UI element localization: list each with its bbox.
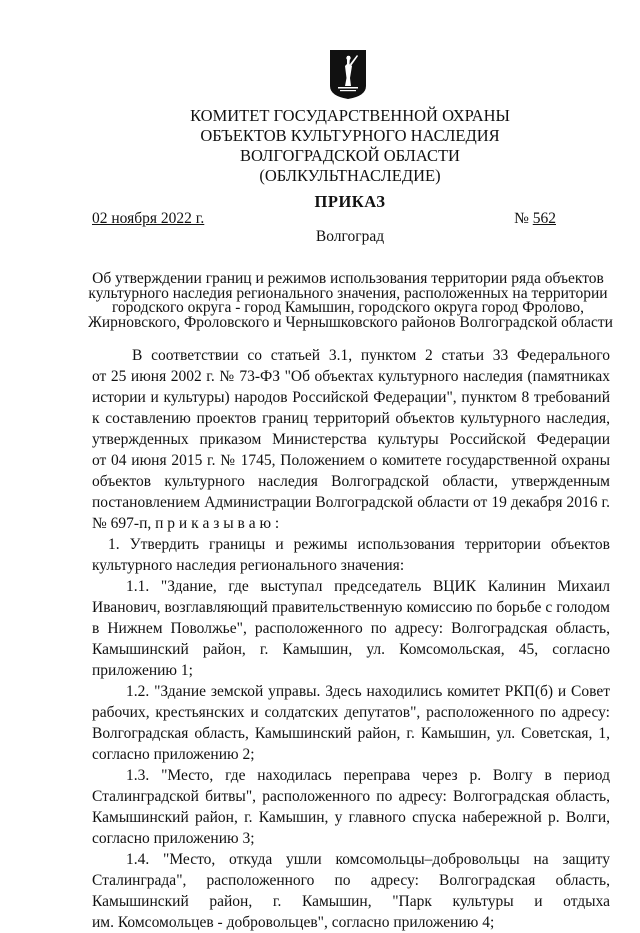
document-body [92,345,610,933]
body-line: им. Комсомольцев - добровольцев", согласно приложению 4; [92,914,495,931]
body-line: Волгоградская область, Камышинский район, г. Камышин, ул. Советская, 1, [92,725,610,742]
org-line: ОБЪЕКТОВ КУЛЬТУРНОГО НАСЛЕДИЯ [200,126,500,145]
body-line: В соответствии со статьей 3.1, пунктом 2 статьи 33 Федерального [132,347,610,364]
body-line: от 25 июня 2002 г. № 73-ФЗ "Об объектах культурного наследия (памятниках [92,368,610,385]
body-line: утвержденных приказом Министерства культуры Российской Федерации [92,431,610,448]
body-line: 1. Утвердить границы и режимы использования территории объектов [108,536,610,553]
subject-line: городского округа - город Камышин, городского округа город Фролово, [111,299,585,316]
body-line: Сталинграда", расположенного по адресу: Волгоградская область, [92,872,610,889]
body-line: 1.3. "Место, где находилась переправа через р. Волгу в период [126,767,610,784]
body-line: приложению 1; [92,662,193,679]
order-subject [88,270,613,331]
body-line: постановлением Администрации Волгоградской области от 19 декабря 2016 г. [92,494,610,511]
body-line: № 697-п, п р и к а з ы в а ю : [92,515,280,532]
body-line: Камышинский район, г. Камышин, у главного спуска набережной р. Волги, [92,809,610,826]
order-number [514,210,556,228]
document-title: ПРИКАЗ [314,192,386,211]
org-line: КОМИТЕТ ГОСУДАРСТВЕННОЙ ОХРАНЫ [190,106,510,125]
subject-line: Об утверждении границ и режимов использования территории ряда объектов [92,270,604,287]
body-line: в Нижнем Поволжье", расположенного по адресу: Волгоградская область, [92,620,610,637]
coat-of-arms-emblem [330,50,366,99]
order-city: Волгоград [315,228,385,245]
body-line: 1.1. "Здание, где выступал председатель ВЦИК Калинин Михаил [126,578,610,595]
body-line: 1.2. "Здание земской управы. Здесь находились комитет РКП(б) и Совет [126,683,610,700]
org-line: (ОБЛКУЛЬТНАСЛЕДИЕ) [259,166,441,185]
body-line: согласно приложению 3; [92,830,255,847]
subject-line: Жирновского, Фроловского и Чернышковского районов Волгоградской области [88,313,613,331]
body-line: истории и культуры) народов Российской Федерации", пунктом 8 требований [92,389,610,406]
body-line: Иванович, возглавляющий правительственную комиссию по борьбе с голодом [92,599,610,616]
body-line: Камышинский район, г. Камышин, "Парк культуры и отдыха [92,893,610,910]
body-line: объектов культурного наследия Волгоградской области, утвержденным [92,473,610,490]
order-number-value: 562 [532,210,556,227]
body-line: культурного наследия регионального значения: [92,557,405,574]
body-line: Камышинский район, г. Камышин, ул. Комсомольская, 45, согласно [92,641,610,658]
body-line: к составлению проектов границ территорий объектов культурного наследия, [92,410,610,427]
body-line: согласно приложению 2; [92,746,255,763]
subject-line: культурного наследия регионального значения, расположенных на территории [88,284,608,302]
body-line: от 04 июня 2015 г. № 1745, Положением о комитете государственной охраны [92,452,610,469]
organization-name [140,106,560,186]
order-date: 02 ноября 2022 г. [92,210,205,227]
body-line: Сталинградской битвы", расположенного по адресу: Волгоградская область, [92,788,610,805]
body-line: рабочих, крестьянских и солдатских депутатов", расположенного по адресу: [92,704,610,721]
org-line: ВОЛГОГРАДСКОЙ ОБЛАСТИ [240,146,460,165]
body-line: 1.4. "Место, откуда ушли комсомольцы–добровольцы на защиту [126,851,610,868]
order-number-prefix: № [514,210,533,227]
